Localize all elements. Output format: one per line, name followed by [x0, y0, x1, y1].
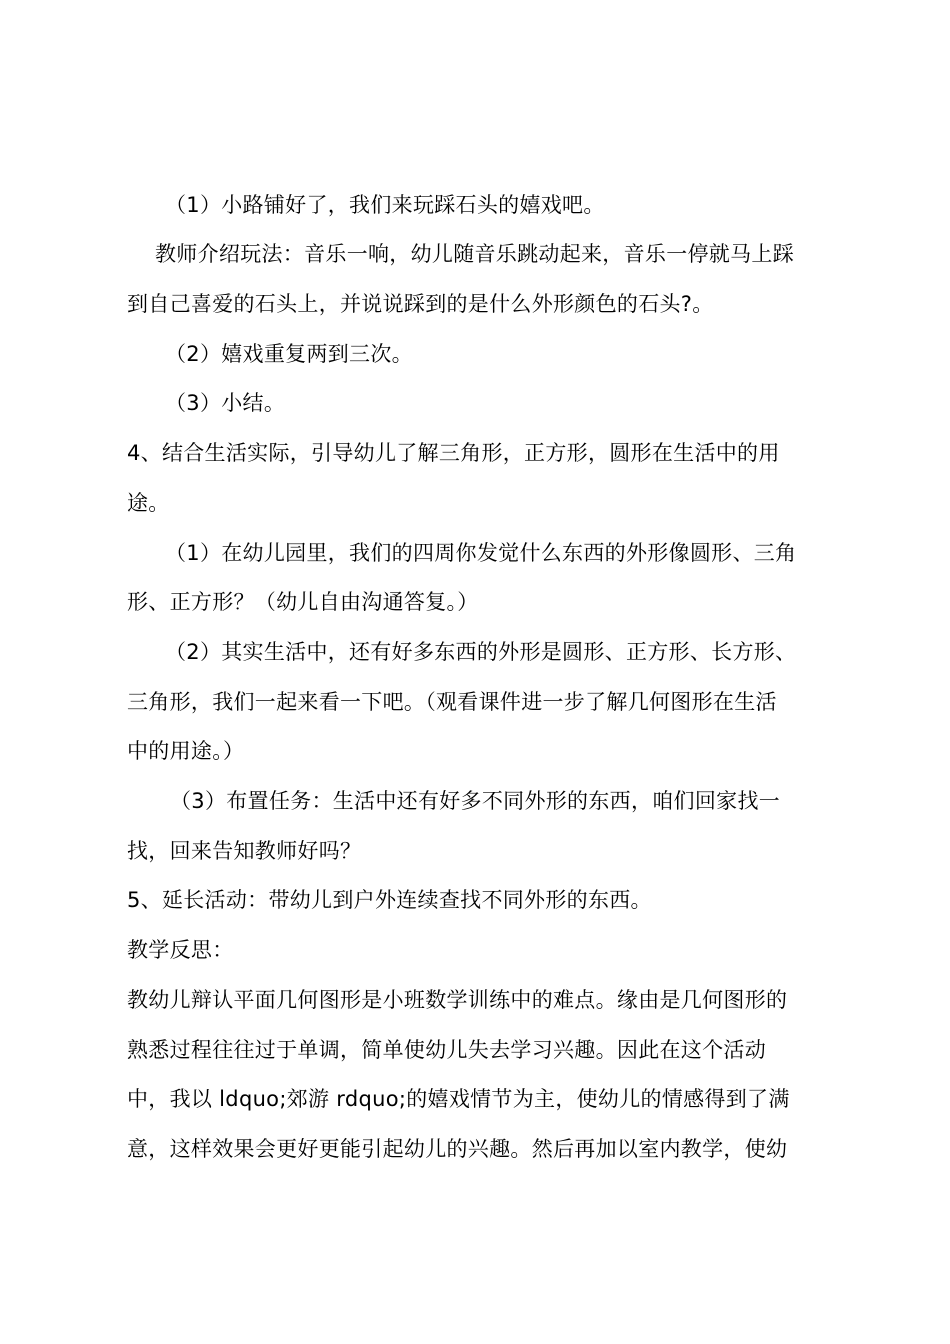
section-heading: 教学反思： [127, 938, 234, 962]
text-line: （2）其实生活中，还有好多东西的外形是圆形、正方形、长方形、 [165, 640, 797, 664]
text-line: 到自己喜爱的石头上，并说说踩到的是什么外形颜色的石头?。 [127, 292, 714, 316]
text-line: 三角形，我们一起来看一下吧。（观看课件进一步了解几何图形在生活 [127, 690, 777, 714]
text-line: 意，这样效果会更好更能引起幼儿的兴趣。然后再加以室内教学，使幼 [127, 1137, 788, 1161]
text-line: 教师介绍玩法：音乐一响，幼儿随音乐跳动起来，音乐一停就马上踩 [155, 242, 794, 266]
text-line: 中，我以 ldquo;郊游 rdquo;的嬉戏情节为主，使幼儿的情感得到了满 [127, 1087, 790, 1111]
text-line: 熟悉过程往往过于单调，简单使幼儿失去学习兴趣。因此在这个活动 [127, 1038, 766, 1062]
text-line: （1）小路铺好了，我们来玩踩石头的嬉戏吧。 [165, 193, 605, 217]
text-line: 找，回来告知教师好吗？ [127, 839, 362, 863]
text-line: （2）嬉戏重复两到三次。 [165, 342, 413, 366]
text-line: （3）小结。 [165, 391, 286, 415]
text-line: （1）在幼儿园里，我们的四周你发觉什么东西的外形像圆形、三角 [165, 541, 797, 565]
text-line: 中的用途。） [127, 739, 245, 763]
text-line: 5、延长活动：带幼儿到户外连续查找不同外形的东西。 [127, 888, 652, 912]
text-line: 途。 [127, 491, 170, 515]
text-line: 4、结合生活实际，引导幼儿了解三角形，正方形，圆形在生活中的用 [127, 441, 780, 465]
text-line: （3）布置任务：生活中还有好多不同外形的东西，咱们回家找一 [170, 789, 781, 813]
text-line: 形、正方形？（幼儿自由沟通答复。） [127, 590, 479, 614]
text-line: 教幼儿辩认平面几何图形是小班数学训练中的难点。缘由是几何图形的 [127, 988, 788, 1012]
